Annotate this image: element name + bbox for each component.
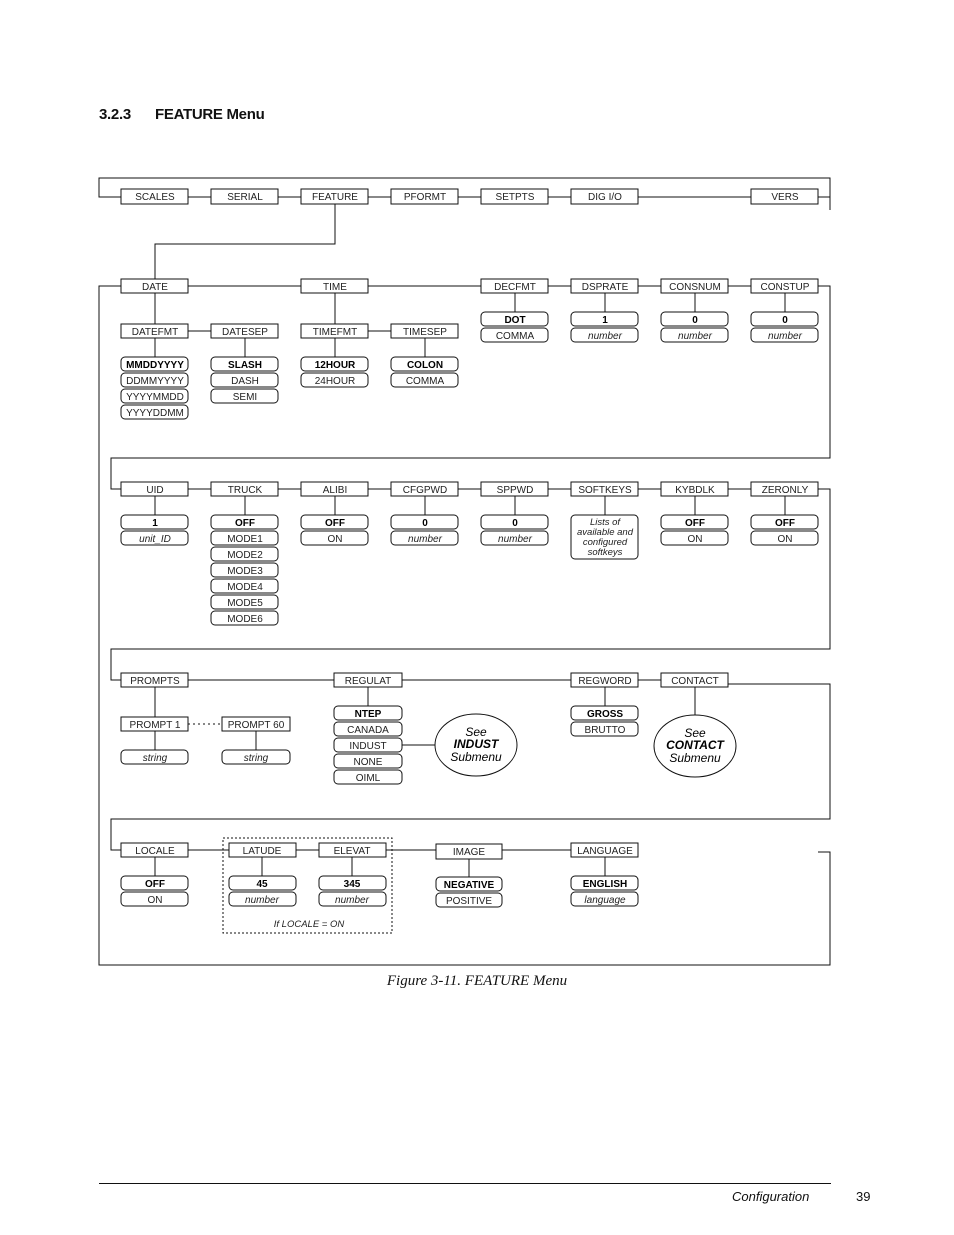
value-cfgpwd-number: number — [408, 534, 442, 545]
indust-note-line-3: Submenu — [450, 750, 502, 764]
value-uid-default: 1 — [152, 518, 158, 529]
value-dsprate-number: number — [588, 331, 622, 342]
row-uid-zeronly — [121, 482, 818, 625]
contact-note-line-3: Submenu — [669, 751, 721, 765]
value-ntep: NTEP — [354, 709, 382, 720]
row-prompts-contact — [121, 673, 736, 784]
figure-caption: Figure 3-11. FEATURE Menu — [386, 973, 568, 989]
menu-serial: SERIAL — [227, 192, 263, 203]
contact-note-line-2: CONTACT — [666, 738, 724, 752]
section-number: 3.2.3 — [99, 106, 131, 123]
param-softkeys: SOFTKEYS — [578, 485, 632, 496]
footer-section-name: Configuration — [732, 1189, 810, 1204]
value-mode3: MODE3 — [227, 566, 263, 577]
value-none: NONE — [353, 757, 383, 768]
softkeys-note-line-2: available and — [577, 527, 633, 538]
section-title: FEATURE Menu — [155, 106, 265, 123]
value-semi: SEMI — [232, 392, 258, 403]
param-decfmt: DECFMT — [494, 282, 536, 293]
row-date-time — [121, 279, 818, 419]
value-kybdlk-off: OFF — [685, 518, 705, 529]
value-kybdlk-on: ON — [687, 534, 703, 545]
value-latude-default: 45 — [256, 879, 268, 890]
value-prompt-1-string: string — [142, 753, 168, 764]
softkeys-note-line-1: Lists of — [589, 517, 621, 528]
row-locale-language — [121, 843, 638, 930]
param-latude: LATUDE — [242, 846, 282, 857]
value-alibi-on: ON — [327, 534, 343, 545]
value-mode2: MODE2 — [227, 550, 263, 561]
value-ddmmyyyy: DDMMYYYY — [126, 376, 184, 387]
footer-page-number: 39 — [856, 1189, 871, 1204]
value-yyyyddmm: YYYYDDMM — [126, 408, 184, 419]
value-oiml: OIML — [355, 773, 381, 784]
value-language-other: language — [584, 895, 626, 906]
value-mode1: MODE1 — [227, 534, 263, 545]
value-locale-on: ON — [147, 895, 163, 906]
value-mode6: MODE6 — [227, 614, 263, 625]
param-prompt-1: PROMPT 1 — [129, 720, 181, 731]
param-language: LANGUAGE — [577, 846, 633, 857]
param-constup: CONSTUP — [760, 282, 810, 293]
param-elevat: ELEVAT — [333, 846, 371, 857]
param-image: IMAGE — [452, 847, 486, 858]
value-unit-id: unit_ID — [139, 534, 171, 545]
param-timesep: TIMESEP — [403, 327, 447, 338]
value-mmddyyyy: MMDDYYYY — [126, 360, 184, 371]
param-cfgpwd: CFGPWD — [402, 485, 448, 496]
param-date: DATE — [142, 282, 168, 293]
value-constup-number: number — [768, 331, 802, 342]
softkeys-note-line-3: configured — [582, 537, 628, 548]
value-sppwd-default: 0 — [512, 518, 518, 529]
param-dsprate: DSPRATE — [581, 282, 629, 293]
value-brutto: BRUTTO — [584, 725, 626, 736]
param-datesep: DATESEP — [222, 327, 268, 338]
param-zeronly: ZERONLY — [761, 485, 809, 496]
value-elevat-default: 345 — [343, 879, 361, 890]
softkeys-note-line-4: softkeys — [587, 547, 623, 558]
value-english: ENGLISH — [582, 879, 628, 890]
param-truck: TRUCK — [227, 485, 263, 496]
param-kybdlk: KYBDLK — [675, 485, 715, 496]
value-zeronly-on: ON — [777, 534, 793, 545]
param-alibi: ALIBI — [322, 485, 348, 496]
value-timesep-comma: COMMA — [405, 376, 445, 387]
menu-vers: VERS — [771, 192, 799, 203]
param-contact: CONTACT — [671, 676, 719, 687]
value-decfmt-comma: COMMA — [495, 331, 535, 342]
indust-note-line-2: INDUST — [453, 737, 499, 751]
value-mode5: MODE5 — [227, 598, 263, 609]
contact-note-line-1: See — [684, 726, 706, 740]
value-sppwd-number: number — [498, 534, 532, 545]
value-cfgpwd-default: 0 — [422, 518, 428, 529]
value-zeronly-off: OFF — [775, 518, 795, 529]
value-mode4: MODE4 — [227, 582, 263, 593]
value-positive: POSITIVE — [445, 896, 493, 907]
param-prompt-60: PROMPT 60 — [227, 720, 285, 731]
param-regulat: REGULAT — [344, 676, 392, 687]
footer-divider — [99, 1183, 831, 1184]
value-alibi-off: OFF — [325, 518, 345, 529]
param-time: TIME — [323, 282, 347, 293]
value-locale-off: OFF — [145, 879, 165, 890]
menu-pformt: PFORMT — [403, 192, 447, 203]
value-latude-number: number — [245, 895, 279, 906]
param-sppwd: SPPWD — [496, 485, 534, 496]
menu-scales: SCALES — [135, 192, 175, 203]
param-regword: REGWORD — [578, 676, 632, 687]
param-consnum: CONSNUM — [669, 282, 721, 293]
param-prompts: PROMPTS — [130, 676, 180, 687]
value-dsprate-default: 1 — [602, 315, 608, 326]
value-negative: NEGATIVE — [443, 880, 495, 891]
locale-condition-note: If LOCALE = ON — [273, 919, 345, 930]
value-yyyymmdd: YYYYMMDD — [126, 392, 184, 403]
value-dash: DASH — [231, 376, 259, 387]
value-indust: INDUST — [349, 741, 387, 752]
value-12hour: 12HOUR — [314, 360, 356, 371]
value-elevat-number: number — [335, 895, 369, 906]
param-timefmt: TIMEFMT — [312, 327, 358, 338]
value-colon: COLON — [406, 360, 444, 371]
value-dot: DOT — [504, 315, 526, 326]
value-slash: SLASH — [228, 360, 262, 371]
value-canada: CANADA — [347, 725, 389, 736]
param-uid: UID — [146, 485, 164, 496]
menu-dig-io: DIG I/O — [588, 192, 622, 203]
param-datefmt: DATEFMT — [131, 327, 179, 338]
value-constup-default: 0 — [782, 315, 788, 326]
indust-note-line-1: See — [465, 725, 487, 739]
menu-feature: FEATURE — [312, 192, 358, 203]
value-truck-off: OFF — [235, 518, 255, 529]
value-24hour: 24HOUR — [314, 376, 356, 387]
menu-setpts: SETPTS — [495, 192, 535, 203]
value-prompt-60-string: string — [243, 753, 269, 764]
value-consnum-default: 0 — [692, 315, 698, 326]
value-consnum-number: number — [678, 331, 712, 342]
value-gross: GROSS — [586, 709, 624, 720]
param-locale: LOCALE — [135, 846, 175, 857]
